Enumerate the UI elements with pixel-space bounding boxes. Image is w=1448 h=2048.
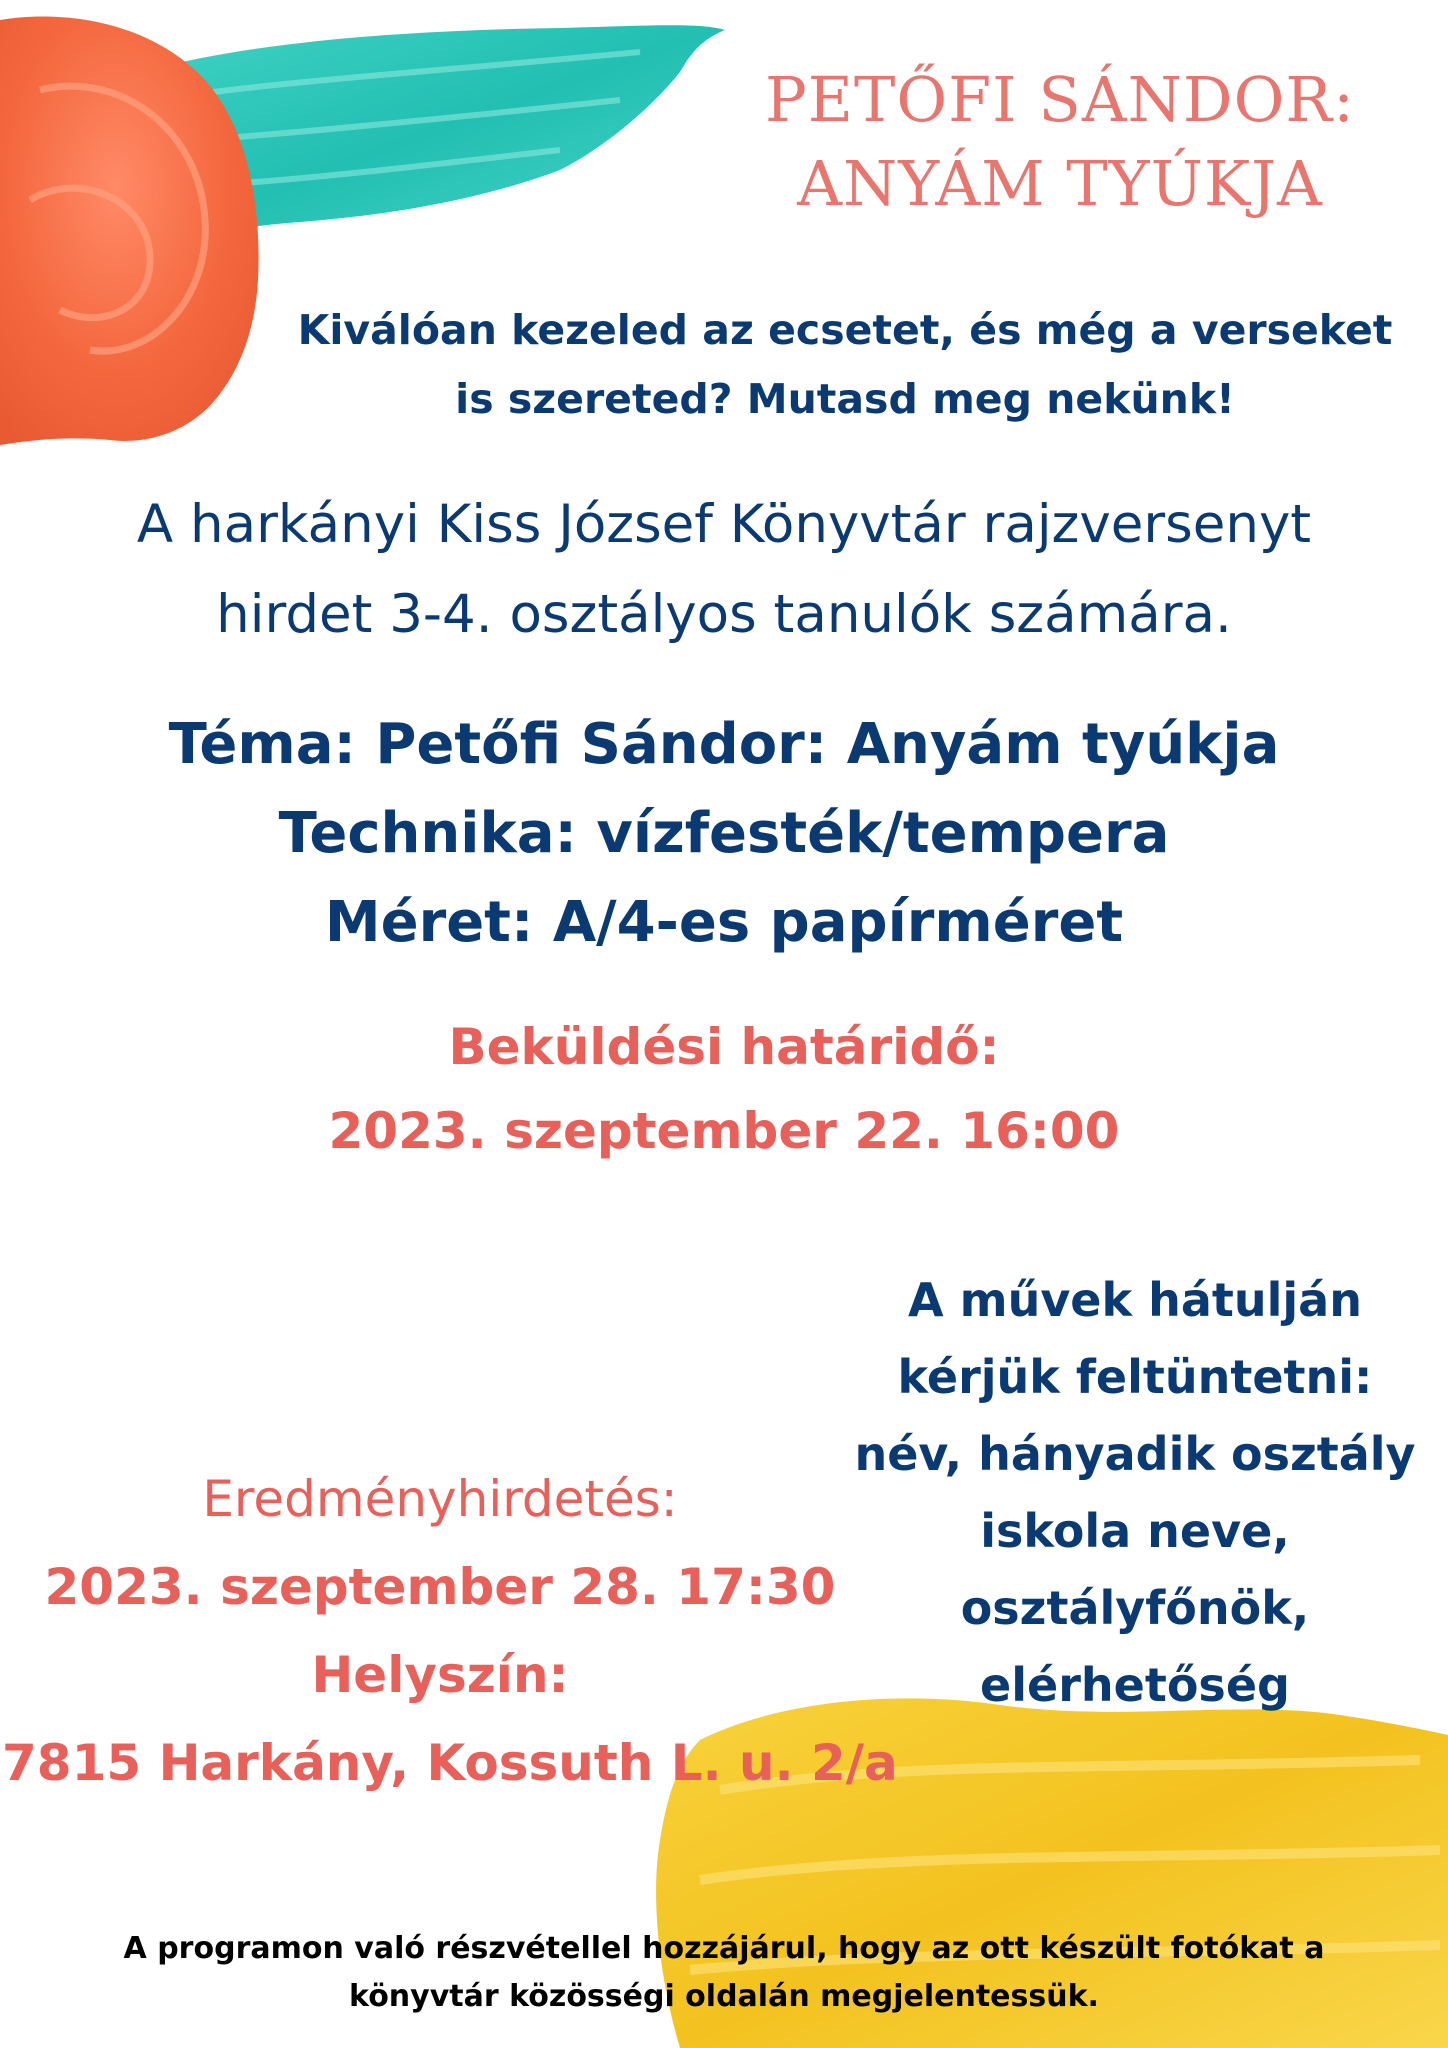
deadline-block [40, 1005, 1408, 1173]
consent-footer [0, 1925, 1448, 2021]
intro-line-1: Kiválóan kezeled az ecsetet, és még a verseket [297, 306, 1393, 354]
title-line-2: ANYÁM TYÚKJA [797, 147, 1323, 220]
back-info-line: osztályfőnök, [960, 1581, 1310, 1635]
back-info-line: kérjük feltüntetni: [897, 1350, 1373, 1404]
intro-line-2: is szereted? Mutasd meg nekünk! [455, 375, 1235, 423]
results-label: Eredményhirdetés: [202, 1470, 678, 1528]
footer-line-1: A programon való részvétellel hozzájárul, hogy az ott készült fotókat a [123, 1931, 1325, 1966]
back-info-block [825, 1262, 1445, 1724]
results-value: 2023. szeptember 28. 17:30 [44, 1558, 836, 1616]
page-title [700, 58, 1420, 226]
deadline-value: 2023. szeptember 22. 16:00 [328, 1102, 1120, 1160]
announcement-line-2: hirdet 3-4. osztályos tanulók számára. [216, 584, 1232, 645]
announcement-text [40, 480, 1408, 660]
results-block [0, 1455, 898, 1807]
back-info-line: A művek hátulján [908, 1273, 1362, 1327]
location-value: 7815 Harkány, Kossuth L. u. 2/a [2, 1734, 898, 1792]
back-info-line: elérhetőség [980, 1658, 1290, 1712]
contest-specs [40, 700, 1408, 967]
spec-theme: Téma: Petőfi Sándor: Anyám tyúkja [168, 712, 1280, 777]
spec-technique: Technika: vízfesték/tempera [278, 801, 1170, 866]
back-info-line: iskola neve, [980, 1504, 1290, 1558]
back-info-line: név, hányadik osztály [854, 1427, 1416, 1481]
deadline-label: Beküldési határidő: [448, 1018, 1000, 1076]
footer-line-2: könyvtár közösségi oldalán megjelentessük. [349, 1979, 1099, 2014]
announcement-line-1: A harkányi Kiss József Könyvtár rajzversenyt [136, 494, 1312, 555]
spec-size: Méret: A/4-es papírméret [324, 890, 1124, 955]
intro-text [250, 296, 1440, 434]
title-line-1: PETŐFI SÁNDOR: [765, 63, 1355, 136]
location-label: Helyszín: [311, 1646, 569, 1704]
